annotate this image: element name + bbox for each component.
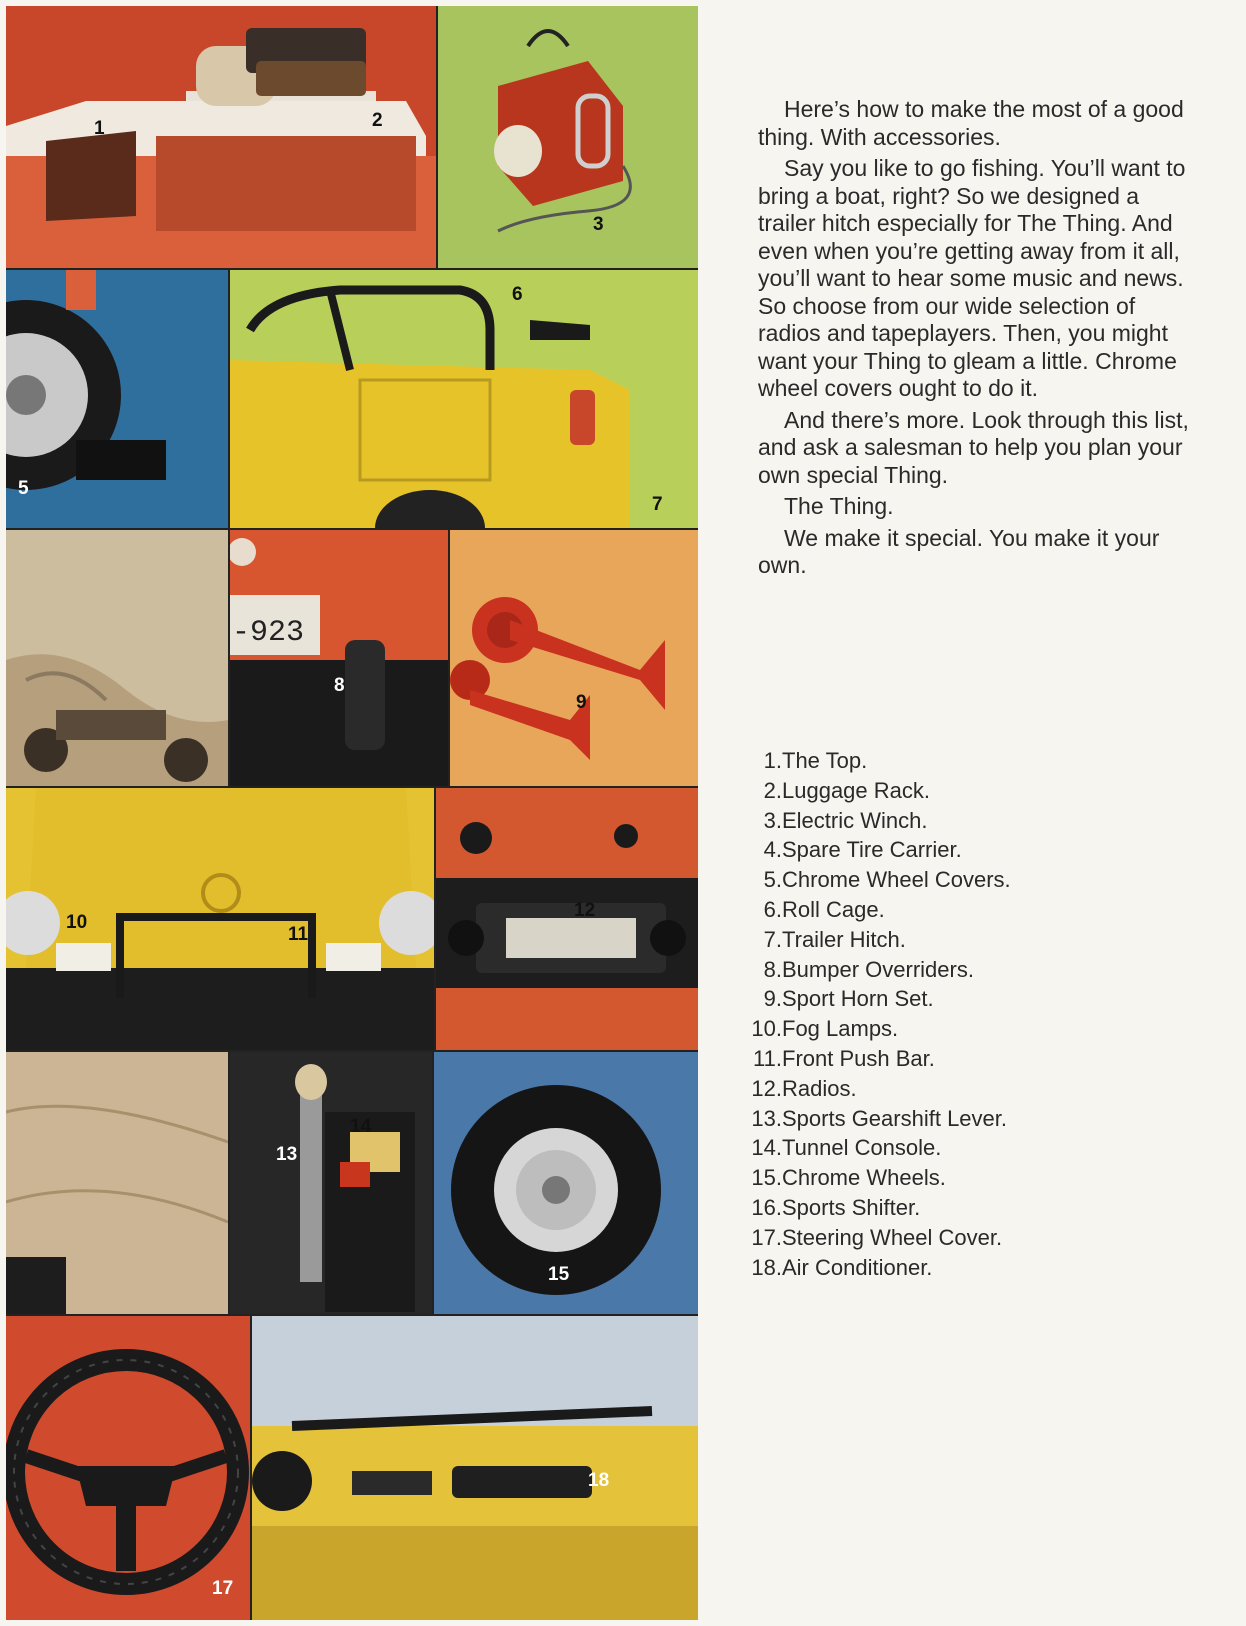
- photo-label-10: 10: [66, 912, 88, 933]
- photo-spare-tire-carrier: [6, 270, 228, 528]
- vehicle-top-illustration: [6, 6, 436, 268]
- list-item: [758, 984, 1198, 1014]
- intro-paragraph-5: We make it special. You make it your own.: [758, 524, 1160, 578]
- list-item-number: 4.: [763, 837, 782, 863]
- steering-wheel-illustration: [6, 1316, 250, 1620]
- photo-label-18: 18: [588, 1470, 610, 1491]
- intro-copy: [758, 96, 1198, 584]
- photo-label-15: 15: [548, 1264, 570, 1285]
- photo-label-17: 17: [212, 1578, 234, 1599]
- list-item-label: Sports Shifter.: [782, 1194, 921, 1220]
- list-item-label: Spare Tire Carrier.: [782, 837, 962, 863]
- list-item-label: Fog Lamps.: [782, 1016, 899, 1042]
- list-item-number: 11.: [753, 1045, 782, 1071]
- list-item-number: 16.: [751, 1194, 782, 1220]
- photo-label-5: 5: [18, 478, 29, 499]
- photo-radios: [436, 788, 698, 1050]
- list-item-label: Chrome Wheel Covers.: [782, 867, 1011, 893]
- list-item-label: Electric Winch.: [782, 807, 928, 833]
- list-item: [751, 1163, 1198, 1193]
- list-item: [758, 895, 1198, 925]
- list-item-label: Sports Gearshift Lever.: [782, 1105, 1007, 1131]
- winch-illustration: [438, 6, 698, 268]
- photo-air-conditioner: [252, 1316, 698, 1620]
- photo-label-11: 11: [288, 924, 309, 945]
- list-item: [758, 746, 1198, 776]
- list-item-number: 3.: [763, 807, 782, 833]
- list-item: [758, 776, 1198, 806]
- radio-illustration: [436, 788, 698, 1050]
- list-item-number: 10.: [751, 1016, 782, 1042]
- list-item-label: Roll Cage.: [782, 896, 885, 922]
- photo-label-9: 9: [576, 692, 587, 713]
- accessories-list: [751, 746, 1198, 1282]
- photo-electric-winch: [438, 6, 698, 268]
- gearshift-illustration: [230, 1052, 432, 1314]
- list-item-number: 1.: [763, 748, 782, 773]
- list-item-label: Steering Wheel Cover.: [782, 1224, 1003, 1250]
- list-item: [758, 865, 1198, 895]
- photo-label-12: 12: [574, 900, 596, 921]
- list-item: [751, 1193, 1198, 1223]
- dashboard-illustration: [252, 1316, 698, 1620]
- photo-sand-scene: [6, 1052, 228, 1314]
- list-item: [751, 1104, 1198, 1134]
- list-item: [751, 1223, 1198, 1253]
- list-item: [751, 1133, 1198, 1163]
- dune-illustration: [6, 530, 228, 786]
- photo-dune-scene: [6, 530, 228, 786]
- photo-fog-lamps-push-bar: [6, 788, 434, 1050]
- photo-chrome-wheels: [434, 1052, 698, 1314]
- sand-illustration: [6, 1052, 228, 1314]
- list-item: [751, 1253, 1198, 1283]
- list-item: [758, 955, 1198, 985]
- list-item-label: Tunnel Console.: [782, 1135, 942, 1161]
- list-item-number: 5.: [763, 867, 782, 893]
- list-item: [758, 806, 1198, 836]
- photo-sport-horn-set: [450, 530, 698, 786]
- photo-label-1: 1: [94, 118, 105, 139]
- list-item-label: Bumper Overriders.: [782, 956, 974, 982]
- list-item-number: 7.: [763, 926, 782, 952]
- intro-paragraph-2: Say you like to go fishing. You’ll want to bring a boat, right? So we designed a trailer hitch especially for The Thing. And even when you’re getting away from it all, you’ll want to hear some music and news. So choose from our wide selection of radios and tapeplayers. Then, you might want your Thing to gleam a little. Chrome wheel covers ought to do it.: [758, 155, 1186, 401]
- list-item-number: 12.: [751, 1075, 782, 1101]
- list-item-number: 13.: [751, 1105, 782, 1131]
- list-item-label: Sport Horn Set.: [782, 986, 934, 1012]
- list-item-number: 15.: [751, 1165, 782, 1191]
- photo-bumper-overriders: [230, 530, 448, 786]
- photo-gearshift-console: [230, 1052, 432, 1314]
- list-item-number: 14.: [751, 1135, 782, 1161]
- intro-paragraph-1: Here’s how to make the most of a good thing. With accessories.: [758, 96, 1184, 150]
- list-item: [751, 1074, 1198, 1104]
- bumper-illustration: [230, 530, 448, 786]
- list-item-number: 9.: [763, 986, 782, 1012]
- photo-roll-cage: [230, 270, 698, 528]
- list-item-label: Front Push Bar.: [782, 1045, 935, 1071]
- photo-label-2: 2: [372, 110, 383, 131]
- photo-top-luggage-rack: [6, 6, 436, 268]
- roll-cage-illustration: [230, 270, 698, 528]
- list-item-number: 2.: [763, 777, 782, 803]
- list-item-label: Air Conditioner.: [782, 1254, 933, 1280]
- list-item-number: 17.: [751, 1224, 782, 1250]
- photo-label-7: 7: [652, 494, 663, 515]
- list-item-label: Trailer Hitch.: [782, 926, 906, 952]
- spare-tire-illustration: [6, 270, 228, 528]
- list-item-label: Chrome Wheels.: [782, 1165, 946, 1191]
- photo-label-6: 6: [512, 284, 523, 305]
- list-item: [758, 925, 1198, 955]
- list-item-number: 6.: [763, 896, 782, 922]
- list-item-number: 8.: [763, 956, 782, 982]
- photo-label-8: 8: [334, 675, 345, 696]
- list-item-label: The Top.: [782, 748, 868, 773]
- horn-illustration: [450, 530, 698, 786]
- license-plate-number: -923: [232, 616, 305, 650]
- photo-label-3: 3: [593, 214, 604, 235]
- list-item-label: Radios.: [782, 1075, 857, 1101]
- photo-label-14: 14: [350, 1116, 372, 1137]
- photo-label-13: 13: [276, 1144, 298, 1165]
- list-item-number: 18.: [751, 1254, 782, 1280]
- list-item: [753, 1044, 1198, 1074]
- intro-paragraph-3: And there’s more. Look through this list, and ask a salesman to help you plan your own special Thing.: [758, 406, 1189, 488]
- photo-collage: [6, 6, 698, 1620]
- list-item: [758, 835, 1198, 865]
- list-item-label: Luggage Rack.: [782, 777, 930, 803]
- list-item: [751, 1014, 1198, 1044]
- intro-paragraph-4: The Thing.: [784, 493, 894, 519]
- photo-steering-wheel-cover: [6, 1316, 250, 1620]
